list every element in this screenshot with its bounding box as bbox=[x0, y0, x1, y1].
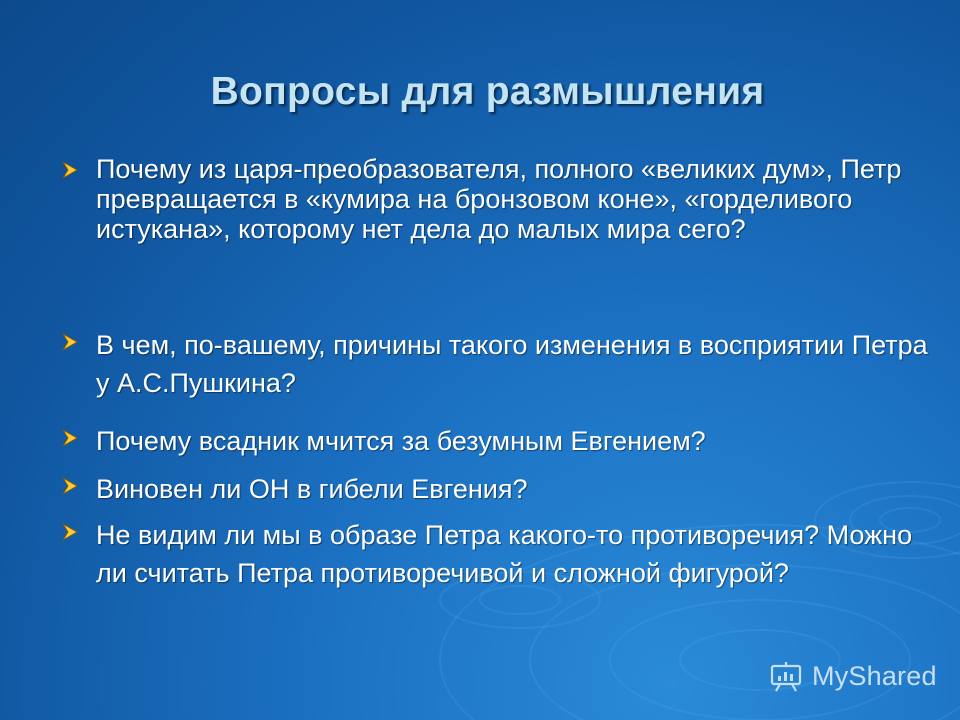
bullet-text: Не видим ли мы в образе Петра какого-то противоречия? Можно ли считать Петра противоречивой и сложной фигурой? bbox=[96, 520, 913, 588]
bullet-text: В чем, по-вашему, причины такого изменения в восприятии Петра у А.С.Пушкина? bbox=[96, 330, 928, 398]
myshared-watermark bbox=[768, 656, 937, 696]
watermark-text: MyShared bbox=[812, 660, 937, 691]
bullet-text: Почему из царя-преобразователя, полного «великих дум», Петр превращается в «кумира на бронзовом коне», «горделивого истукана», которому нет дела до малых мира сего? bbox=[96, 154, 902, 244]
bullet-item bbox=[60, 470, 930, 508]
bullet-text: Почему всадник мчится за безумным Евгением? bbox=[96, 426, 706, 456]
slide-title: Вопросы для размышления bbox=[210, 70, 765, 113]
myshared-logo-icon bbox=[768, 658, 804, 694]
bullet-item bbox=[60, 516, 930, 592]
bullet-item bbox=[60, 422, 930, 460]
bullet-arrow-icon bbox=[60, 428, 80, 448]
bullet-item bbox=[60, 154, 930, 244]
bullet-arrow-icon bbox=[60, 522, 80, 542]
bullet-arrow-icon bbox=[60, 476, 80, 496]
bullet-arrow-icon bbox=[60, 160, 80, 180]
bullet-item bbox=[60, 326, 930, 402]
bullet-arrow-icon bbox=[60, 332, 80, 352]
bullet-text: Виновен ли ОН в гибели Евгения? bbox=[96, 474, 528, 504]
